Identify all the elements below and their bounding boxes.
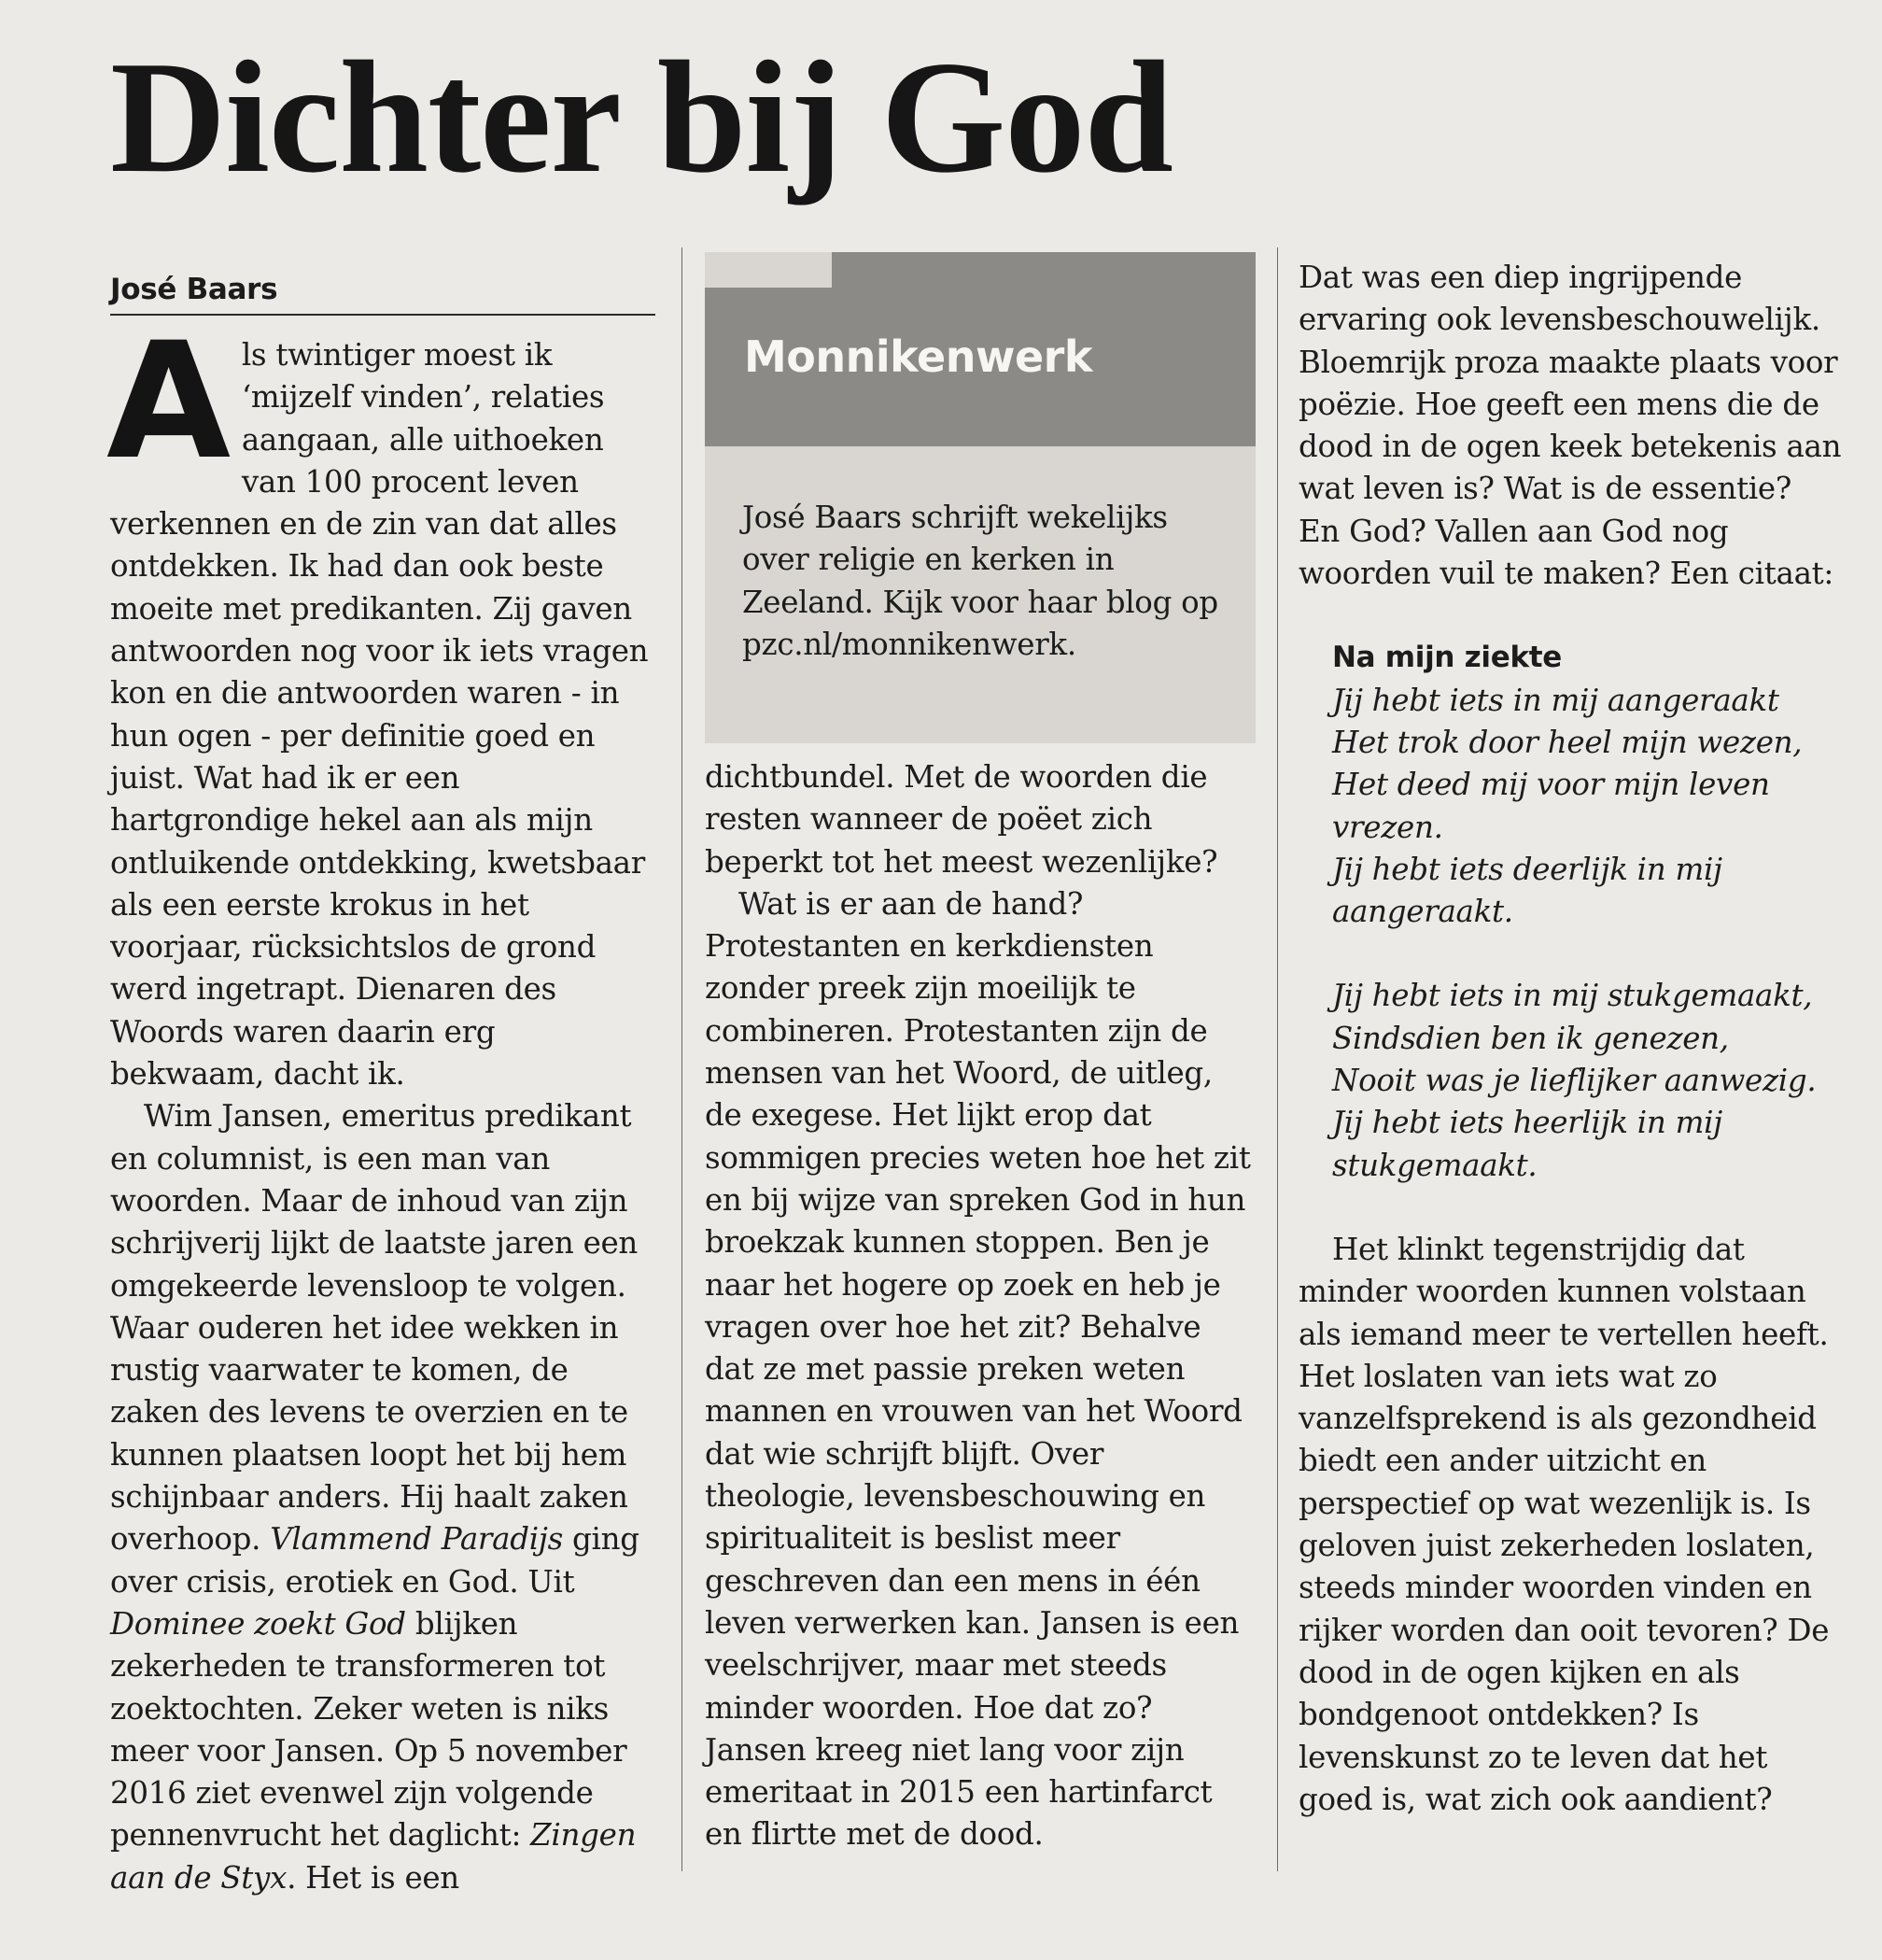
paragraph-text: ls twintiger moest ik ‘mijzelf vinden’, relaties aangaan, alle uithoeken van 100 procent leven verkennen en de zin van dat alles ontdekken. Ik had dan ook beste moeite met predikanten. Zij gaven antwoorden nog voor ik iets vragen kon en die antwoorden waren - in hun ogen - per definitie goed en juist. Wat had ik er een hartgrondige hekel aan als mijn ontluikende ontdekking, kwetsbaar als een eerste krokus in het voorjaar, rücksichtslos de grond werd ingetrapt. Dienaren des Woords waren daarin erg bekwaam, dacht ik. [110,337,649,1093]
paragraph: Wat is er aan de hand? Protestanten en kerkdiensten zonder preek zijn moeilijk te combineren. Protestanten zijn de mensen van het Woord, de uitleg, de exegese. Het lijkt erop dat sommigen precies weten hoe het zit en bij wijze van spreken God in hun broekzak kunnen stoppen. Ben je naar het hogere op zoek en heb je vragen over hoe het zit? Behalve dat ze met passie preken weten mannen en vrouwen van het Woord dat wie schrijft blijft. Over theologie, levensbeschouwing en spiritualiteit is beslist meer geschreven dan een mens in één leven verwerken kan. Jansen is een veelschrijver, maar met steeds minder woorden. Hoe dat zo? Jansen kreeg niet lang voor zijn emeritaat in 2015 een hartinfarct en flirtte met de dood. [705,885,1251,1853]
info-box-text: José Baars schrijft wekelijks over religie en kerken in Zeeland. Kijk voor haar blog op pzc.nl/monnikenwerk. [742,500,1218,662]
paragraph-text: ging over crisis, erotiek en God. Uit [110,1521,639,1600]
poem-line: Jij hebt iets in mij aangeraakt [1332,682,1779,718]
spacer [1299,1187,1842,1229]
paragraph: Het klinkt tegenstrijdig dat minder woorden kunnen volstaan als iemand meer te vertellen heeft. Het loslaten van iets wat zo vanzelfsprekend is als gezondheid biedt een ander uitzicht en perspectief op wat wezenlijk is. Is geloven juist zekerheden loslaten, steeds minder woorden vinden en rijker worden dan ooit tevoren? De dood in de ogen kijken en als bondgenoot ontdekken? Is levenskunst zo te leven dat het goed is, wat zich ook aandient? [1299,1231,1830,1817]
poem-line: Het deed mij voor mijn leven vrezen. [1332,767,1770,845]
poem-line: Het trok door heel mijn wezen, [1332,724,1803,760]
poem-line: Jij hebt iets heerlijk in mij stukgemaakt. [1332,1105,1722,1183]
info-box [705,252,1256,743]
paragraph [106,307,655,1095]
spacer [1299,595,1842,637]
paragraph-text: . Het is een [287,1859,459,1896]
spacer [1332,933,1842,975]
column-3 [1299,257,1842,1885]
book-title: Vlammend Paradijs [270,1521,563,1558]
paragraph [110,1095,655,1899]
book-title: Dominee zoekt God [110,1605,406,1642]
poem [1299,637,1842,1187]
poem-line: Jij hebt iets in mij stukgemaakt, [1332,978,1813,1014]
column-divider [1277,247,1278,1871]
poem-line: Jij hebt iets deerlijk in mij aangeraakt. [1332,851,1722,930]
paragraph: dichtbundel. Met de woorden die resten wanneer de poëet zich beperkt tot het meest wezenlijke? [705,759,1218,880]
book-title: Zingen aan de Styx [110,1817,637,1896]
poem-line: Sindsdien ben ik genezen, [1332,1020,1729,1056]
paragraph-text: Wim Jansen, emeritus predikant en columnist, is een man van woorden. Maar de inhoud van zijn schrijverij lijkt de laatste jaren een omgekeerde levensloop te volgen. Waar ouderen het idee wekken in rustig vaarwater te komen, de zaken des levens te overzien en te kunnen plaatsen loopt het bij hem schijnbaar anders. Hij haalt zaken overhoop. [110,1098,639,1558]
byline: José Baars [110,271,655,316]
column-1 [106,271,655,1896]
info-box-title: Monnikenwerk [744,331,1092,382]
paragraph-text: blijken zekerheden te transformeren tot zoektochten. Zeker weten is niks meer voor Jansen. Op 5 november 2016 ziet evenwel zijn volgende pennenvrucht het daglicht: [110,1605,627,1854]
paragraph: Dat was een diep ingrijpende ervaring ook levensbeschouwelijk. Bloemrijk proza maakte plaats voor poëzie. Hoe geeft een mens die de dood in de ogen keek betekenis aan wat leven is? Wat is de essentie? En God? Vallen aan God nog woorden vuil te maken? Een citaat: [1299,260,1842,592]
drop-cap: A [106,307,231,495]
poem-title: Na mijn ziekte [1332,641,1563,675]
column-divider [681,247,682,1871]
column-2 [705,271,1256,1885]
poem-line: Nooit was je lieflijker aanwezig. [1332,1063,1817,1099]
headline: Dichter bij God [110,29,1173,206]
